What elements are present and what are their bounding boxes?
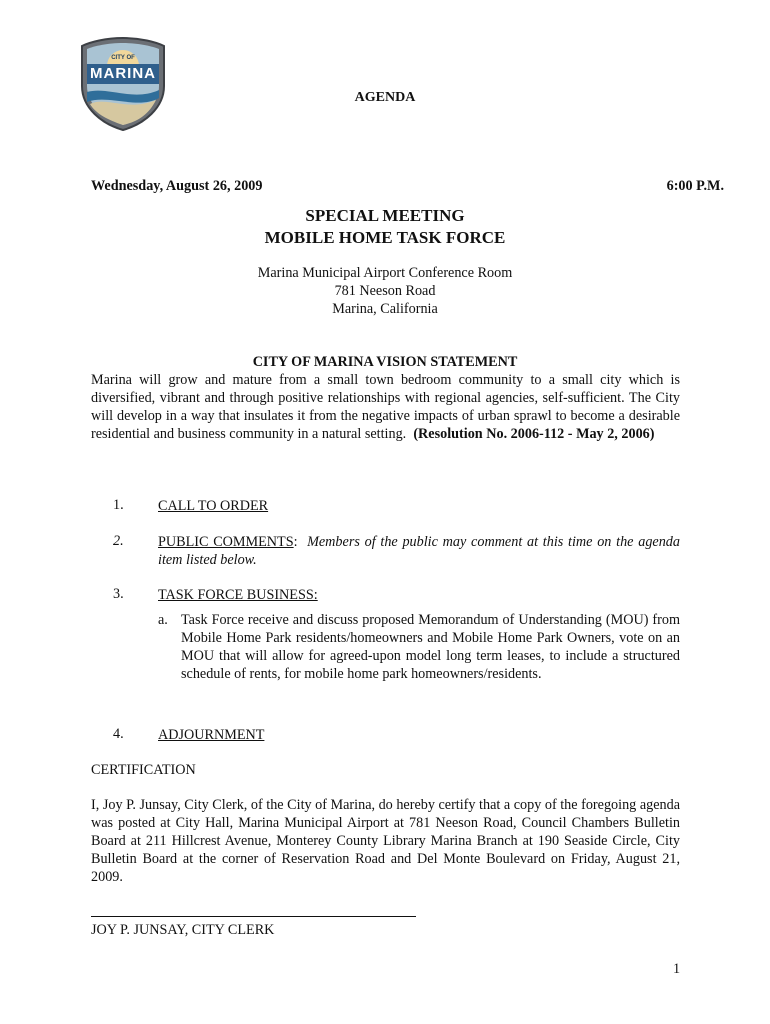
page-number: 1 <box>673 961 681 977</box>
subitem-text: Task Force receive and discuss proposed Memorandum of Understanding (MOU) from Mobile Home Park residents/homeowners and Mobile Home Park Owners, vote on an MOU that will allow for agreed-upon model long term leases, to include a structured schedule of rents, for mobile home park homeowners/residents. <box>181 612 680 682</box>
subitem-letter: a. <box>158 612 168 628</box>
item-body <box>158 533 680 569</box>
meeting-dateline <box>91 178 724 195</box>
item-title: TASK FORCE BUSINESS: <box>158 587 318 603</box>
location-line2: 781 Neeson Road <box>334 283 436 299</box>
location-line1: Marina Municipal Airport Conference Room <box>257 265 513 281</box>
vision-statement <box>91 371 680 443</box>
certification-text: I, Joy P. Junsay, City Clerk, of the City of Marina, do hereby certify that a copy of the foregoing agenda was posted at City Hall, Marina Municipal Airport at 781 Neeson Road, Council Chambers Bulletin Board at 211 Hillcrest Avenue, Monterey County Library Marina Branch at 190 Seaside Circle, City Bulletin Board at the corner of Reservation Road and Del Monte Boulevard on Friday, August 21, 2009. <box>91 797 680 885</box>
location-line3: Marina, California <box>332 301 438 317</box>
item-number: 1. <box>113 497 124 513</box>
logo-name: MARINA <box>90 65 156 82</box>
certification-heading: CERTIFICATION <box>91 762 196 778</box>
item-title: ADJOURNMENT <box>158 727 265 743</box>
logo-top-text: CITY OF <box>111 55 135 61</box>
agenda-title: AGENDA <box>354 90 416 105</box>
item-number: 4. <box>113 726 124 742</box>
item-number: 2. <box>113 533 124 549</box>
item-note: Members of the public may comment at this time on the agenda item listed below. <box>158 534 680 568</box>
item-title: CALL TO ORDER <box>158 498 269 514</box>
item-title: PUBLIC COMMENTS <box>158 534 294 550</box>
meeting-time: 6:00 P.M. <box>666 178 724 194</box>
city-of-marina-logo <box>78 36 168 132</box>
meeting-title-line2: MOBILE HOME TASK FORCE <box>264 228 506 247</box>
meeting-title <box>0 205 770 249</box>
vision-text: Marina will grow and mature from a small town bedroom community to a small city which is diversified, vibrant and through positive relationships with regional agencies, self-sufficient. The City will develop in a way that insulates it from the negative impacts of urban sprawl to become a desirable residential and business community in a natural setting. <box>91 372 680 442</box>
signature-line <box>91 916 416 917</box>
meeting-date: Wednesday, August 26, 2009 <box>91 178 263 194</box>
meeting-title-line1: SPECIAL MEETING <box>305 206 465 225</box>
item-title-suffix: : <box>293 534 298 550</box>
meeting-location <box>0 264 770 318</box>
vision-heading: CITY OF MARINA VISION STATEMENT <box>252 354 518 370</box>
vision-resolution: (Resolution No. 2006-112 - May 2, 2006) <box>413 426 655 442</box>
signer-name: JOY P. JUNSAY, CITY CLERK <box>91 922 275 938</box>
item-number: 3. <box>113 586 124 602</box>
